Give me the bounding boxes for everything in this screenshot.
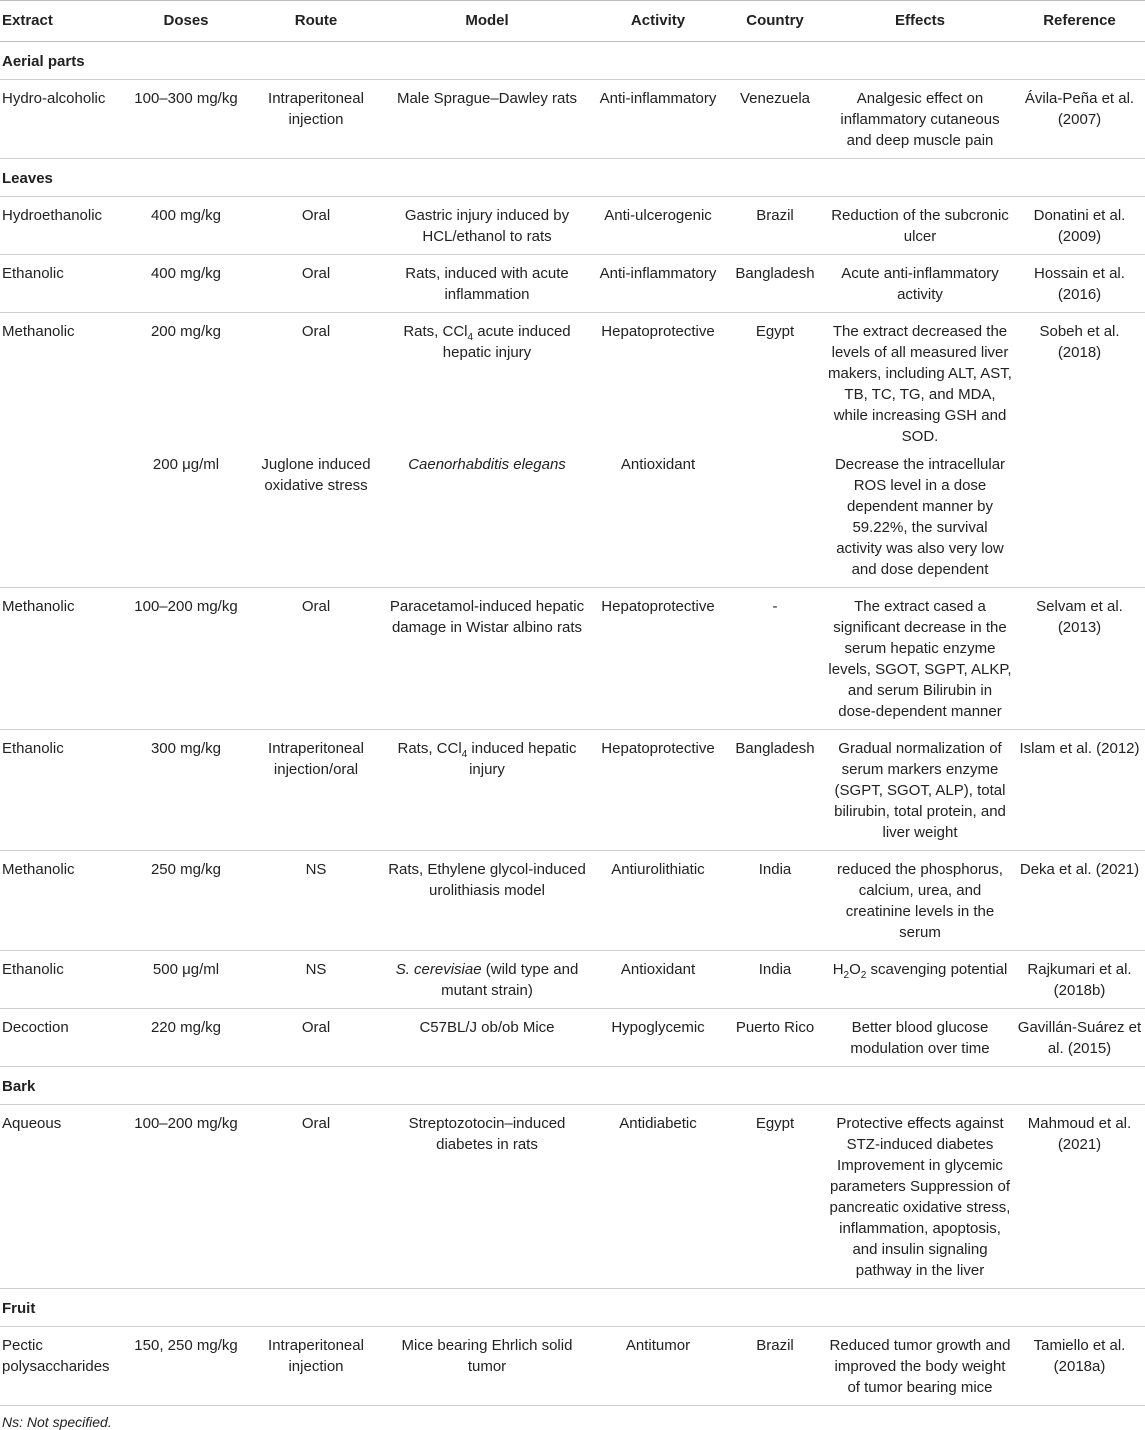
cell-reference: Sobeh et al. (2018) [1039, 323, 1120, 361]
cell-extract: Hydro-alcoholic [0, 80, 122, 159]
cell-model: Mice bearing Ehrlich solid tumor [382, 1327, 592, 1406]
table-row [0, 255, 1145, 313]
cell-activity: Antitumor [592, 1327, 724, 1406]
cell-route: Oral [250, 255, 382, 313]
header-country: Country [724, 1, 826, 42]
cell-country: India [724, 951, 826, 1009]
cell-activity: Hepatoprotective [601, 323, 715, 340]
effects-text: H [832, 961, 844, 978]
cell-activity: Anti-ulcerogenic [592, 197, 724, 255]
cell-model: Caenorhabditis elegans [382, 454, 592, 588]
cell-effects: Decrease the intracellular ROS level in a dose dependent manner by 59.22%, the survival activity was also very low and dose dependent [826, 454, 1014, 588]
cell-extract: Ethanolic [0, 951, 122, 1009]
cell-effects: Reduction of the subcronic ulcer [826, 197, 1014, 255]
cell-reference: Deka et al. (2021) [1014, 851, 1145, 951]
section-leaves: Leaves [0, 159, 1145, 197]
cell-route: Oral [250, 197, 382, 255]
header-effects: Effects [826, 1, 1014, 42]
cell-extract: Ethanolic [0, 255, 122, 313]
cell-activity: Anti-inflammatory [592, 255, 724, 313]
cell-extract: Methanolic [0, 851, 122, 951]
cell-reference: Mahmoud et al. (2021) [1014, 1105, 1145, 1289]
cell-effects: reduced the phosphorus, calcium, urea, and creatinine levels in the serum [826, 851, 1014, 951]
section-row [0, 1067, 1145, 1105]
cell-effects: Better blood glucose modulation over time [826, 1009, 1014, 1067]
cell-extract: Methanolic [0, 588, 122, 730]
model-text: (wild type and mutant strain) [441, 961, 579, 999]
table-row [0, 851, 1145, 951]
cell-model: Paracetamol-induced hepatic damage in Wistar albino rats [382, 588, 592, 730]
model-text: acute induced hepatic injury [442, 323, 571, 361]
cell-extract: Methanolic [2, 323, 75, 340]
cell-country [724, 454, 826, 588]
cell-model [382, 730, 592, 851]
table-row [0, 951, 1145, 1009]
cell-route: Oral [250, 1105, 382, 1289]
subscript: 2 [843, 970, 850, 981]
cell-extract: Pectic polysaccharides [0, 1327, 122, 1406]
cell-route: Intraperitoneal injection [250, 80, 382, 159]
table-footnote: Ns: Not specified. [2, 1414, 112, 1430]
cell-doses: 100–300 mg/kg [122, 80, 250, 159]
table-row [0, 730, 1145, 851]
cell-route: Juglone induced oxidative stress [250, 454, 382, 588]
cell-country: Puerto Rico [724, 1009, 826, 1067]
cell-country: Bangladesh [724, 255, 826, 313]
table-row [0, 1009, 1145, 1067]
section-bark: Bark [0, 1067, 1145, 1105]
table-row [0, 1327, 1145, 1406]
cell-route: Oral [250, 1009, 382, 1067]
model-text: induced hepatic injury [467, 740, 577, 778]
cell-reference: Islam et al. (2012) [1014, 730, 1145, 851]
cell-effects: Protective effects against STZ-induced diabetes Improvement in glycemic parameters Suppression of pancreatic oxidative stress, inflammation, apoptosis, and insulin signaling pathway in the liver [826, 1105, 1014, 1289]
subscript: 4 [461, 749, 468, 760]
section-aerial-parts: Aerial parts [0, 42, 1145, 80]
cell-route: Oral [250, 588, 382, 730]
cell-reference: Donatini et al. (2009) [1014, 197, 1145, 255]
cell-country: Brazil [724, 1327, 826, 1406]
table-row [0, 588, 1145, 730]
cell-extract [0, 454, 122, 588]
cell-route: Oral [301, 323, 331, 340]
model-species: S. cerevisiae [395, 961, 482, 978]
cell-doses: 220 mg/kg [122, 1009, 250, 1067]
header-activity: Activity [592, 1, 724, 42]
cell-extract: Aqueous [0, 1105, 122, 1289]
effects-text: scavenging potential [866, 961, 1008, 978]
cell-country: India [724, 851, 826, 951]
cell-activity: Anti-inflammatory [592, 80, 724, 159]
cell-reference: Rajkumari et al. (2018b) [1014, 951, 1145, 1009]
cell-doses: 100–200 mg/kg [122, 588, 250, 730]
cell-model: Streptozotocin–induced diabetes in rats [382, 1105, 592, 1289]
cell-model: C57BL/J ob/ob Mice [382, 1009, 592, 1067]
header-reference: Reference [1014, 1, 1145, 42]
cell-doses: 500 μg/ml [122, 951, 250, 1009]
table-row [0, 1105, 1145, 1289]
cell-country: Egypt [724, 1105, 826, 1289]
cell-effects: The extract decreased the levels of all measured liver makers, including ALT, AST, TB, TC, TG, and MDA, while increasing GSH and SOD. [828, 323, 1012, 445]
cell-activity: Antioxidant [592, 454, 724, 588]
cell-model [382, 313, 592, 455]
cell-route: NS [250, 851, 382, 951]
cell-effects: The extract cased a significant decrease in the serum hepatic enzyme levels, SGOT, SGPT, ALKP, and serum Bilirubin in dose-dependent manner [826, 588, 1014, 730]
header-doses: Doses [122, 1, 250, 42]
header-route: Route [250, 1, 382, 42]
cell-doses: 300 mg/kg [122, 730, 250, 851]
header-model: Model [382, 1, 592, 42]
cell-reference: Selvam et al. (2013) [1014, 588, 1145, 730]
cell-doses: 400 mg/kg [122, 197, 250, 255]
cell-model: Rats, induced with acute inflammation [382, 255, 592, 313]
subscript: 2 [860, 970, 867, 981]
cell-extract: Hydroethanolic [0, 197, 122, 255]
header-extract: Extract [0, 1, 122, 42]
cell-effects [826, 951, 1014, 1009]
cell-reference: Hossain et al. (2016) [1014, 255, 1145, 313]
cell-reference: Gavillán-Suárez et al. (2015) [1014, 1009, 1145, 1067]
cell-extract: Decoction [0, 1009, 122, 1067]
cell-activity: Hepatoprotective [592, 730, 724, 851]
section-row [0, 159, 1145, 197]
cell-country: Venezuela [724, 80, 826, 159]
cell-route: Intraperitoneal injection [250, 1327, 382, 1406]
table-row [0, 454, 1145, 588]
table-row [0, 313, 1145, 455]
cell-doses: 400 mg/kg [122, 255, 250, 313]
cell-route: NS [250, 951, 382, 1009]
cell-doses: 150, 250 mg/kg [122, 1327, 250, 1406]
cell-activity: Hypoglycemic [592, 1009, 724, 1067]
cell-activity: Antiurolithiatic [592, 851, 724, 951]
cell-activity: Hepatoprotective [592, 588, 724, 730]
cell-model [382, 951, 592, 1009]
section-fruit: Fruit [0, 1289, 1145, 1327]
cell-country: Egypt [755, 323, 795, 340]
cell-country: Bangladesh [724, 730, 826, 851]
subscript: 4 [467, 332, 474, 343]
section-row [0, 42, 1145, 80]
cell-effects: Reduced tumor growth and improved the body weight of tumor bearing mice [826, 1327, 1014, 1406]
table-row [0, 80, 1145, 159]
cell-activity: Antidiabetic [592, 1105, 724, 1289]
cell-doses: 200 μg/ml [122, 454, 250, 588]
cell-effects: Acute anti-inflammatory activity [826, 255, 1014, 313]
cell-model: Gastric injury induced by HCL/ethanol to rats [382, 197, 592, 255]
effects-text: O [849, 961, 861, 978]
header-row [0, 1, 1145, 42]
cell-model: Rats, Ethylene glycol-induced urolithiasis model [382, 851, 592, 951]
cell-route: Intraperitoneal injection/oral [250, 730, 382, 851]
cell-reference [1014, 454, 1145, 588]
cell-country: - [724, 588, 826, 730]
model-text: Rats, CCl [403, 323, 468, 340]
cell-country: Brazil [724, 197, 826, 255]
cell-extract: Ethanolic [0, 730, 122, 851]
cell-effects: Gradual normalization of serum markers enzyme (SGPT, SGOT, ALP), total bilirubin, total protein, and liver weight [826, 730, 1014, 851]
model-text: Rats, CCl [397, 740, 462, 757]
cell-doses: 200 mg/kg [150, 323, 222, 340]
cell-effects: Analgesic effect on inflammatory cutaneous and deep muscle pain [826, 80, 1014, 159]
cell-activity: Antioxidant [592, 951, 724, 1009]
table-row [0, 197, 1145, 255]
cell-model: Male Sprague–Dawley rats [382, 80, 592, 159]
cell-reference: Ávila-Peña et al. (2007) [1014, 80, 1145, 159]
cell-reference: Tamiello et al. (2018a) [1014, 1327, 1145, 1406]
section-row [0, 1289, 1145, 1327]
cell-doses: 250 mg/kg [122, 851, 250, 951]
cell-doses: 100–200 mg/kg [122, 1105, 250, 1289]
